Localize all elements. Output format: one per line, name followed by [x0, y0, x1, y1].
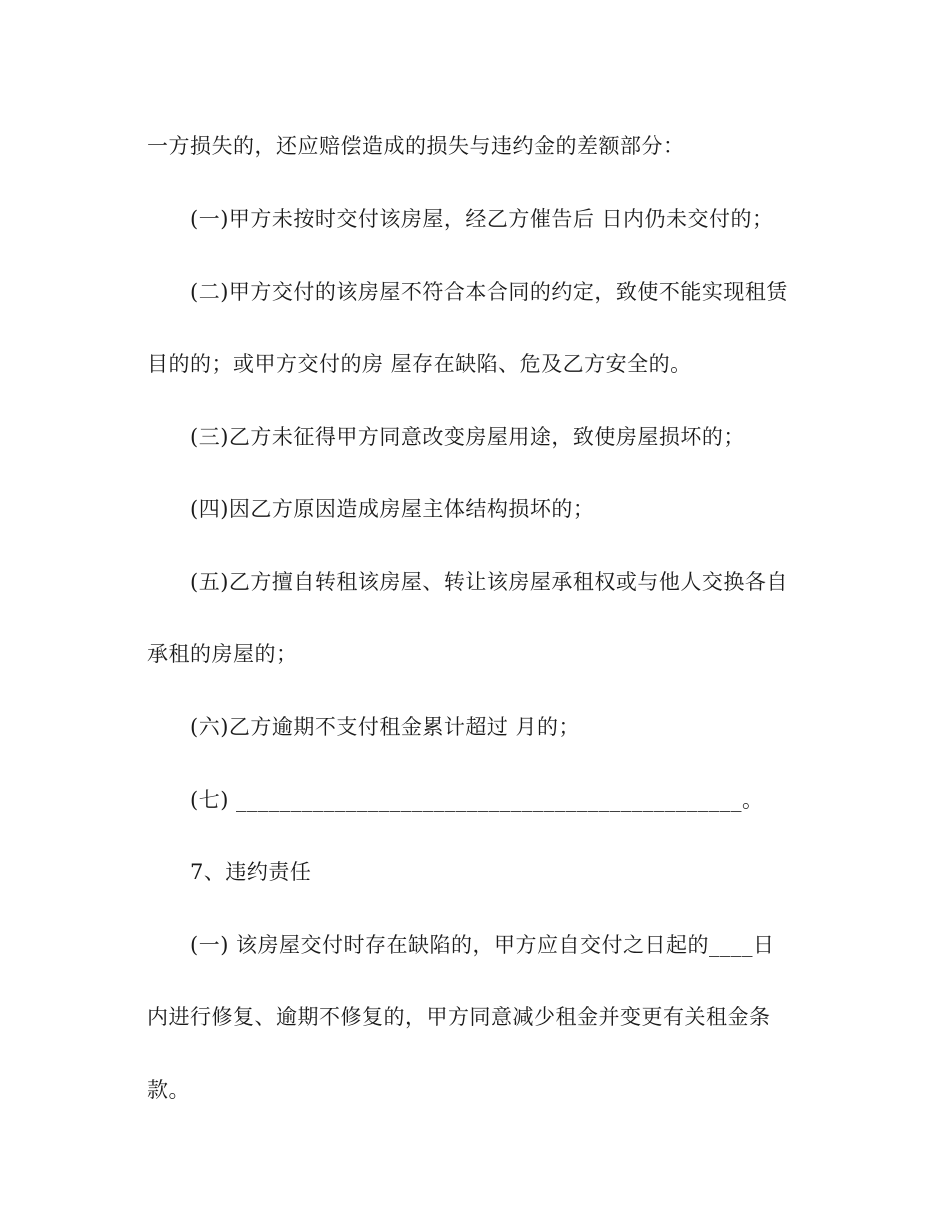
- text-line: 一方损失的，还应赔偿造成的损失与违约金的差额部分：: [147, 134, 685, 158]
- text-line: (六)乙方逾期不支付租金累计超过 月的；: [190, 715, 581, 739]
- section-heading: 7、违约责任: [190, 860, 312, 884]
- text-line: (五)乙方擅自转租该房屋、转让该房屋承租权或与他人交换各自: [190, 570, 788, 594]
- text-line: (一) 该房屋交付时存在缺陷的，甲方应自交付之日起的____日: [190, 933, 775, 957]
- text-line: 目的的；或甲方交付的房 屋存在缺陷、危及乙方安全的。: [147, 352, 692, 376]
- text-line: 款。: [147, 1078, 190, 1102]
- text-line: (二)甲方交付的该房屋不符合本合同的约定，致使不能实现租赁: [190, 280, 788, 304]
- text-line: 承租的房屋的；: [147, 642, 298, 666]
- text-line: (四)因乙方原因造成房屋主体结构损坏的；: [190, 497, 595, 521]
- text-line: 内进行修复、逾期不修复的，甲方同意减少租金并变更有关租金条: [147, 1005, 771, 1029]
- text-line: (一)甲方未按时交付该房屋，经乙方催告后 日内仍未交付的；: [190, 207, 774, 231]
- text-line: (三)乙方未征得甲方同意改变房屋用途，致使房屋损坏的；: [190, 425, 745, 449]
- text-line: (七) ______________________________________________。: [190, 788, 764, 812]
